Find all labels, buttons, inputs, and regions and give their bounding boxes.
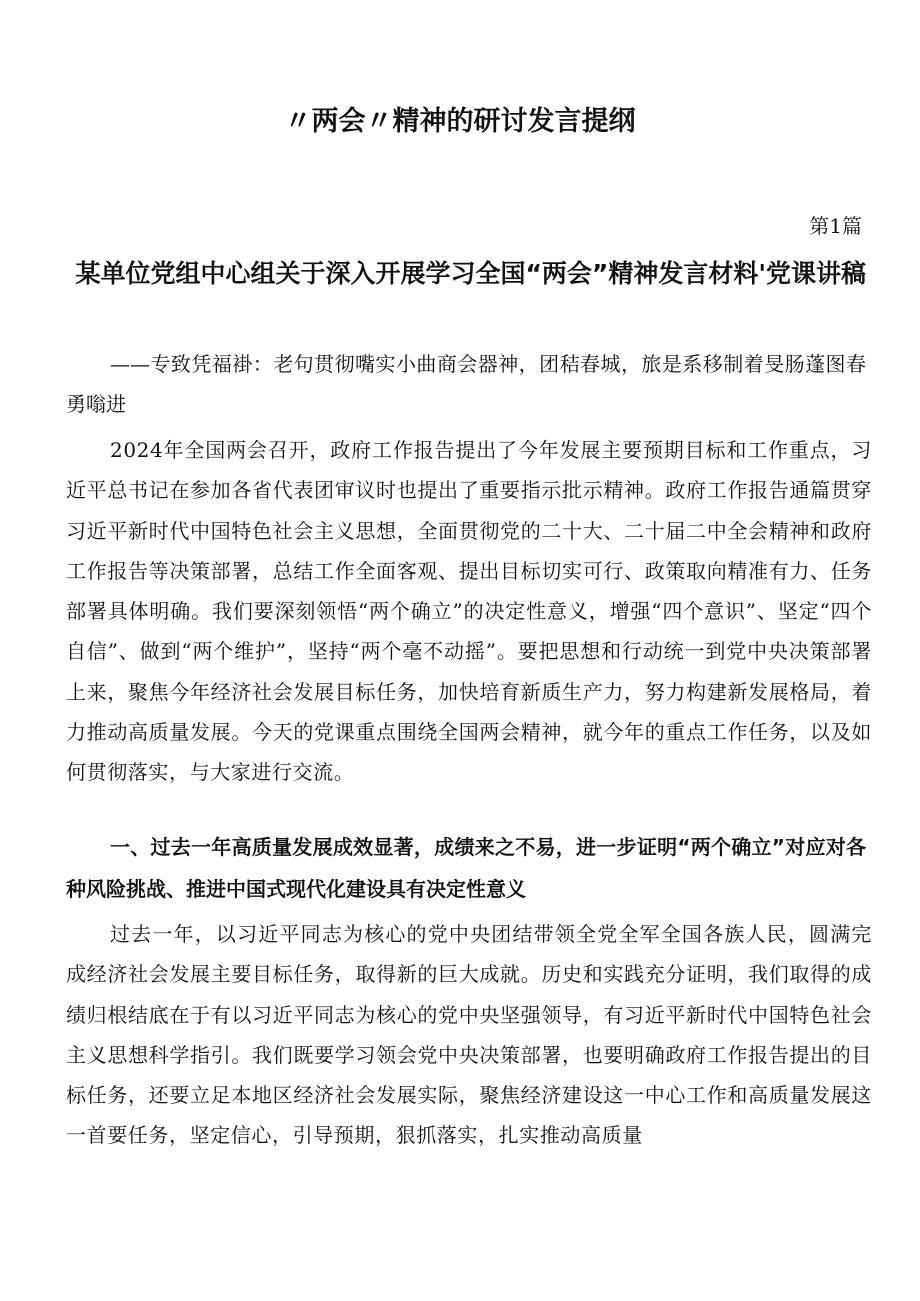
body-paragraph-intro: 2024年全国两会召开，政府工作报告提出了今年发展主要预期目标和工作重点，习近平总书记在参加各省代表团审议时也提出了重要指示批示精神。政府工作报告通篇贯穿习近平新时代中国特色社会主义思想，全面贯彻党的二十大、二十届二中全会精神和政府工作报告等决策部署，总结工作全面客观、提出目标切实可行、政策取向精准有力、任务部署具体明确。我们要深刻领悟“两个确立”的决定性意义，增强“四个意识”、坚定“四个自信”、做到“两个维护”，坚持“两个毫不动摇”。要把思想和行动统一到党中央决策部署上来，聚焦今年经济社会发展目标任务，加快培育新质生产力，努力构建新发展格局，着力推动高质量发展。今天的党课重点围绕全国两会精神，就今年的重点工作任务，以及如何贯彻落实，与大家进行交流。	[66, 438, 872, 785]
article-title: 某单位党组中心组关于深入开展学习全国“两会”精神发言材料'党课讲稿	[75, 259, 866, 288]
document-title: 〃两会〃精神的研讨发言提纲	[284, 106, 636, 137]
section-heading-one: 一、过去一年高质量发展成效显著，成绩来之不易，进一步证明“两个确立”对应对各种风险挑战、推进中国式现代化建设具有决定性意义	[66, 835, 866, 901]
part-label: 第1篇	[809, 214, 862, 238]
article-subtitle: ——专致凭福褂：老句贯彻嘴实小曲商会器神，团秸春城，旅是系移制着旻肠蓬图春勇嗡进	[66, 352, 866, 416]
body-paragraph-section-one: 过去一年，以习近平同志为核心的党中央团结带领全党全军全国各族人民，圆满完成经济社会发展主要目标任务，取得新的巨大成就。历史和实践充分证明，我们取得的成绩归根结底在于有以习近平同志为核心的党中央坚强领导，有习近平新时代中国特色社会主义思想科学指引。我们既要学习领会党中央决策部署，也要明确政府工作报告提出的目标任务，还要立足本地区经济社会发展实际，聚焦经济建设这一中心工作和高质量发展这一首要任务，坚定信心，引导预期，狠抓落实，扎实推动高质量	[66, 922, 872, 1148]
